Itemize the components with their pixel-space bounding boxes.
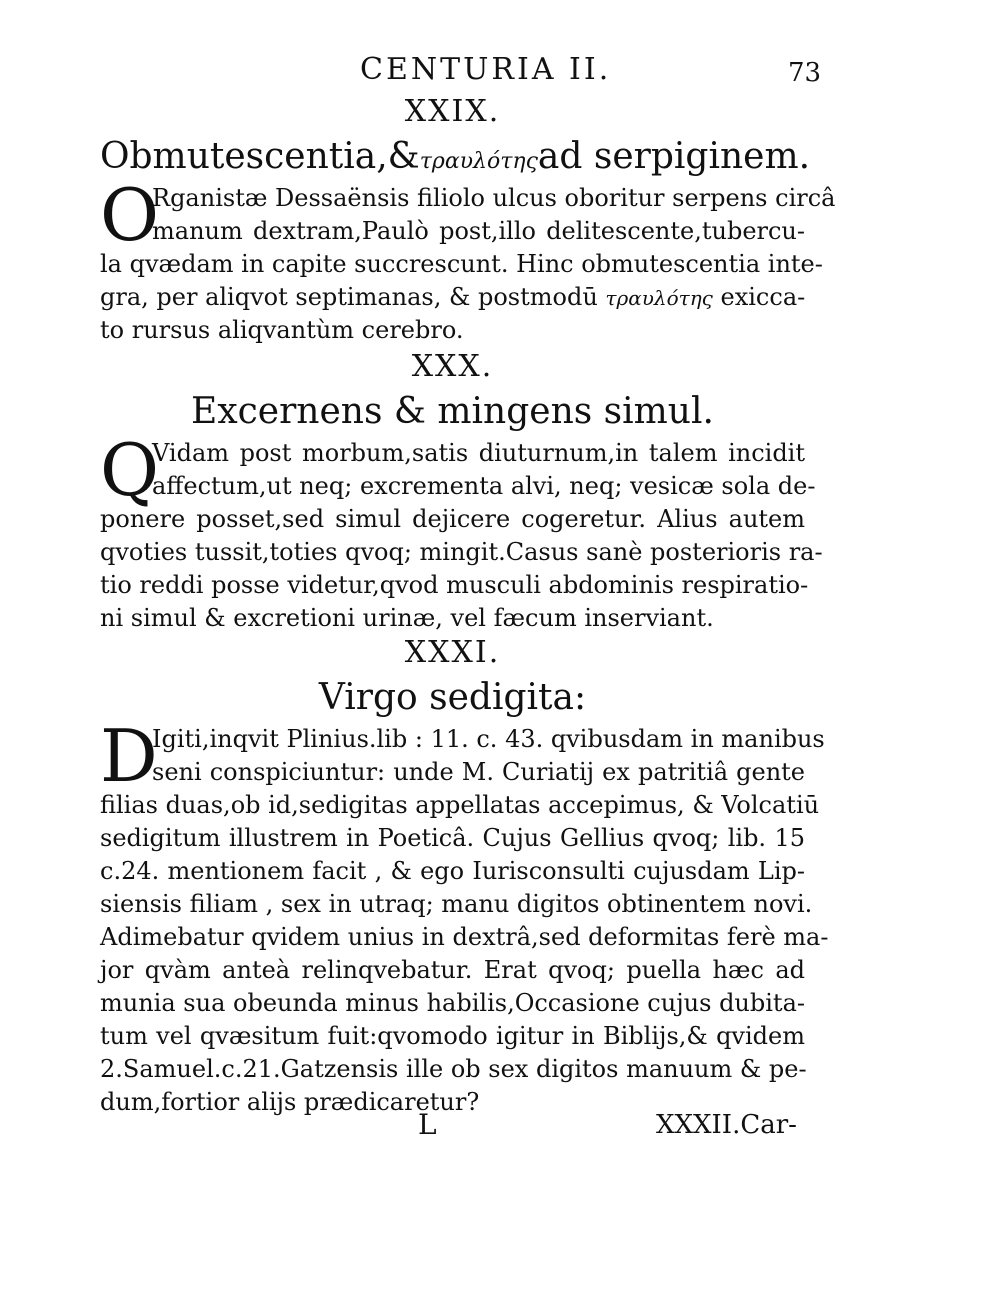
section-title-text: Obmutescentia,& <box>100 136 420 177</box>
text-line: manum dextram,Paulò post,illo delitescente,tubercu- <box>152 217 805 245</box>
text-line: to rursus aliqvantùm cerebro. <box>100 316 464 344</box>
text-line: Rganistæ Dessaënsis filiolo ulcus oboritur serpens circâ <box>152 184 836 212</box>
text-line: la qvædam in capite succrescunt. Hinc obmutescentia inte- <box>100 250 823 278</box>
text-line: qvoties tussit,toties qvoq; mingit.Casus sanè posterioris ra- <box>100 538 823 566</box>
running-title: CENTURIA II. <box>360 52 612 87</box>
text-line: jor qvàm anteà relinqvebatur. Erat qvoq; puella hæc ad <box>100 956 805 984</box>
section-title: Excernens & mingens simul. <box>191 391 714 432</box>
text-line: filias duas,ob id,sedigitas appellatas accepimus, & Volcatiū <box>100 791 820 819</box>
section-title <box>100 132 811 182</box>
section-xxix <box>100 92 836 347</box>
text-line <box>100 281 805 314</box>
text-line: sedigitum illustrem in Poeticâ. Cujus Gellius qvoq; lib. 15 <box>100 824 805 852</box>
text-line: dum,fortior alijs prædicaretur? <box>100 1088 480 1116</box>
text-line: 2.Samuel.c.21.Gatzensis ille ob sex digitos manuum & pe- <box>100 1055 807 1083</box>
section-xxxi <box>100 633 829 1119</box>
text-line: seni conspiciuntur: unde M. Curiatij ex patritiâ gente <box>152 758 805 786</box>
page-number: 73 <box>788 58 822 88</box>
text-line: ni simul & excretioni urinæ, vel fæcum inserviant. <box>100 604 714 632</box>
section-body <box>100 714 829 1119</box>
text-line: tum vel qvæsitum fuit:qvomodo igitur in Biblijs,& qvidem <box>100 1022 805 1050</box>
drop-cap: O <box>100 173 160 257</box>
text-line: c.24. mentionem facit , & ego Iurisconsulti cujusdam Lip- <box>100 857 805 885</box>
page-footer <box>0 1108 1000 1148</box>
text-fragment: gra, per aliqvot septimanas, & postmodū <box>100 283 598 311</box>
text-line: Vidam post morbum,satis diuturnum,in talem incidit <box>152 439 805 467</box>
section-number: XXX. <box>411 349 494 384</box>
catchword: XXXII.Car- <box>656 1110 797 1140</box>
section-body <box>100 428 823 635</box>
text-line: siensis filiam , sex in utraq; manu digitos obtinentem novi. <box>100 890 813 918</box>
greek-word: τραυλότης <box>605 286 713 310</box>
section-number: XXIX. <box>404 94 501 129</box>
section-title: Virgo sedigita: <box>318 677 587 718</box>
text-line: ponere posset,sed simul dejicere cogeretur. Alius autem <box>100 505 805 533</box>
section-number: XXXI. <box>404 635 501 670</box>
text-line: Adimebatur qvidem unius in dextrâ,sed deformitas ferè ma- <box>100 923 829 951</box>
text-line: tio reddi posse videtur,qvod musculi abdominis respiratio- <box>100 571 809 599</box>
text-line: Igiti,inqvit Plinius.lib : 11. c. 43. qvibusdam in manibus <box>152 725 825 753</box>
text-line: affectum,ut neq; excrementa alvi, neq; vesicæ sola de- <box>152 472 816 500</box>
section-xxx <box>100 347 823 635</box>
drop-cap: D <box>100 714 158 798</box>
drop-cap: Q <box>100 428 160 512</box>
text-line: munia sua obeunda minus habilis,Occasione cujus dubita- <box>100 989 805 1017</box>
section-title-greek: τραυλότης <box>419 149 538 174</box>
running-head <box>0 52 1000 92</box>
section-body <box>100 173 836 347</box>
signature-mark: L <box>418 1108 437 1141</box>
text-fragment: exicca- <box>720 283 806 311</box>
section-title-text: ad serpiginem. <box>537 136 811 177</box>
